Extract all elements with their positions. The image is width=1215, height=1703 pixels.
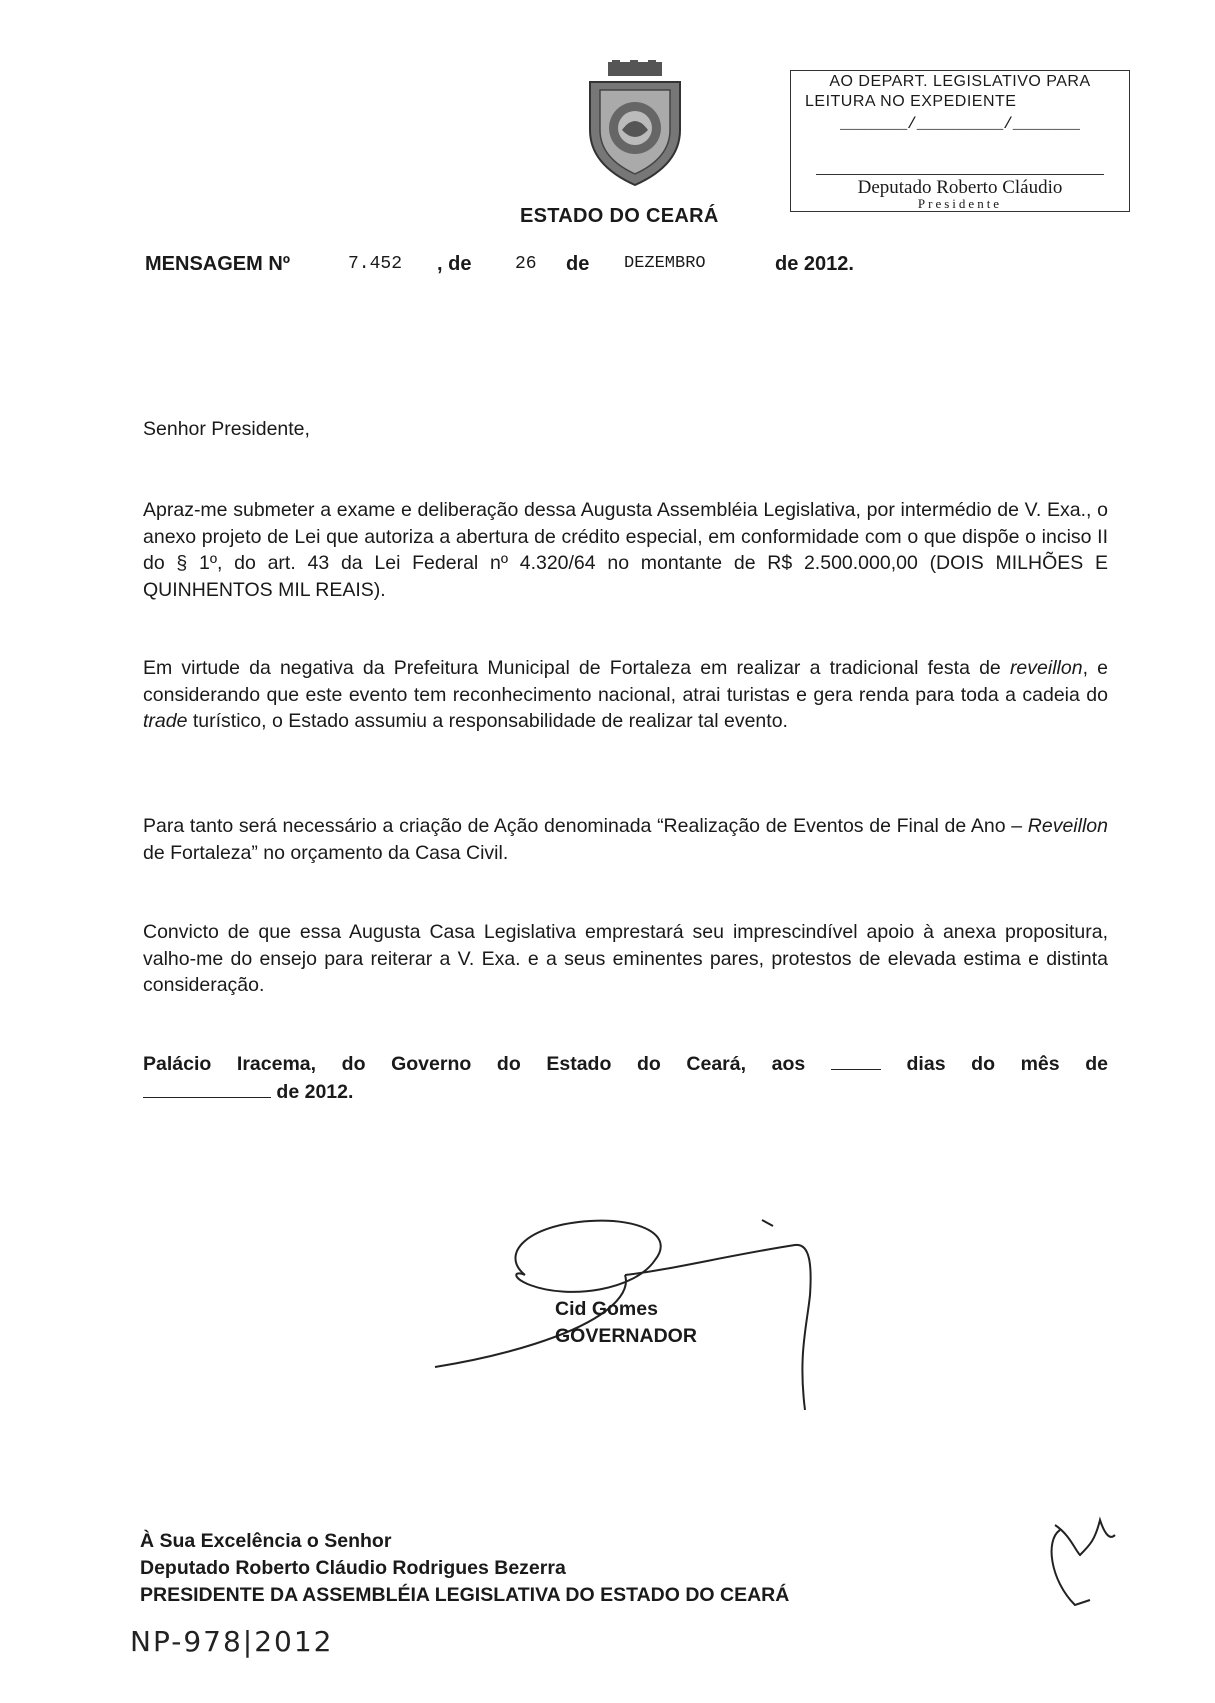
addressee-line-2: Deputado Roberto Cláudio Rodrigues Bezerra — [140, 1557, 566, 1579]
stamp-signatory: Deputado Roberto Cláudio — [857, 177, 1063, 198]
message-day: 26 — [515, 254, 537, 274]
message-number: 7.452 — [348, 254, 403, 274]
stamp-role: Presidente — [917, 196, 1003, 211]
paragraph-4: Convicto de que essa Augusta Casa Legislativa emprestará seu imprescindível apoio à anexa propositura, valho-me do ensejo para reiterar a V. Exa. e a seus eminentes pares, protestos de elevada estima e distinta consideração. — [143, 921, 1108, 996]
closing-line-2: de 2012. — [143, 1078, 1108, 1106]
addressee-line-3: PRESIDENTE DA ASSEMBLÉIA LEGISLATIVA DO ESTADO DO CEARÁ — [140, 1584, 790, 1606]
governor-signature-block — [555, 1296, 697, 1350]
stamp-date-field: _______/_________/_______ — [839, 115, 1081, 133]
message-de-1: , de — [437, 253, 472, 275]
protocol-number: NP-978|2012 — [130, 1625, 334, 1658]
stamp-line-1: AO DEPART. LEGISLATIVO PARA — [829, 73, 1091, 90]
legislative-stamp — [790, 70, 1130, 212]
message-month: DEZEMBRO — [624, 254, 706, 273]
addressee-line-1: À Sua Excelência o Senhor — [140, 1530, 392, 1552]
closing-line-1: Palácio Iracema, do Governo do Estado do Ceará, aos dias do mês de — [143, 1053, 1108, 1075]
governor-title: GOVERNADOR — [555, 1325, 697, 1347]
paragraph-1: Apraz-me submeter a exame e deliberação dessa Augusta Assembléia Legislativa, por intermédio de V. Exa., o anexo projeto de Lei que autoriza a abertura de crédito especial, em conformidade com o que dispõe o inciso II do § 1º, do art. 43 da Lei Federal nº 4.320/64 no montante de R$ 2.500.000,00 (DOIS MILHÕES E QUINHENTOS MIL REAIS). — [143, 499, 1108, 601]
handwritten-initials-mark — [1040, 1500, 1140, 1610]
state-coat-of-arms-icon — [580, 60, 690, 190]
state-title: ESTADO DO CEARÁ — [520, 205, 719, 227]
governor-name: Cid Gomes — [555, 1298, 658, 1320]
stamp-signature-line — [816, 174, 1104, 175]
message-label: MENSAGEM Nº — [145, 253, 291, 275]
salutation: Senhor Presidente, — [143, 418, 310, 440]
stamp-line-2: LEITURA NO EXPEDIENTE — [805, 93, 1017, 110]
paragraph-2: Em virtude da negativa da Prefeitura Municipal de Fortaleza em realizar a tradicional festa de reveillon, e considerando que este evento tem reconhecimento nacional, atrai turistas e gera renda para toda a cadeia do trade turístico, o Estado assumiu a responsabilidade de realizar tal evento. — [143, 657, 1108, 732]
addressee-block — [140, 1528, 789, 1609]
message-de-2: de — [566, 253, 590, 275]
message-year: de 2012. — [775, 253, 854, 275]
paragraph-3: Para tanto será necessário a criação de Ação denominada “Realização de Eventos de Final de Ano – Reveillon de Fortaleza” no orçamento da Casa Civil. — [143, 815, 1108, 864]
